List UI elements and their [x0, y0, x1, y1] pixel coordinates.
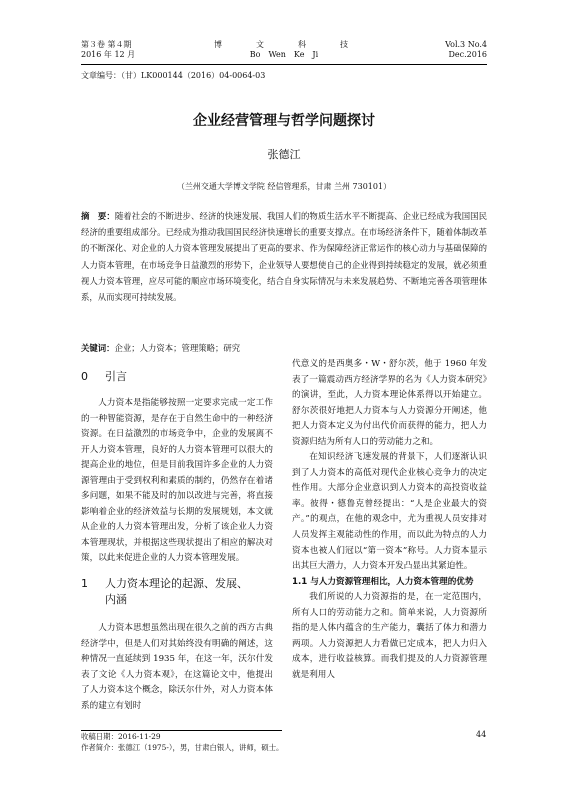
- left-column: [81, 357, 273, 714]
- abstract: [81, 208, 487, 305]
- section-title-0: 引言: [105, 370, 127, 383]
- section-number-0: 0: [81, 370, 88, 383]
- paragraph: 人力资本是指能够按照一定要求完成一定工作的一种智能资源，是存在于自然生命中的一种经济资源。在日益激烈的市场竞争中，企业的发展离不开人力资本管理，良好的人力资本管理可以很大的提高企业的地位，但是目前我国许多企业的人力资源管理由于受到权利和素质的制约，仍然存在着诸多问题，如果不能及时的加以改进与完善，将直接影响着企业的经济效益与长期的发展规划，本文就从企业的人力资本管理出发，分析了该企业人力资本管理现状，并根据这些现状提出了相应的解决对策，以此来促进企业的人力资本管理发展。: [81, 398, 273, 564]
- right-column: [292, 357, 487, 683]
- subsection-heading-1-1: 1.1 与人力资源管理相比，人力资本管理的优势: [292, 576, 474, 587]
- section-heading-1: [81, 576, 273, 608]
- header-right: [445, 40, 487, 60]
- header-date: 2016 年 12 月: [81, 50, 136, 59]
- header-date-en: Dec.2016: [448, 50, 487, 59]
- section-title-1b: 内涵: [105, 593, 127, 607]
- article-number: 文章编号：（甘）LK000144（2016）04-0064-03: [81, 71, 266, 80]
- footnote-author-bio: 作者简介：张德江（1975-），男，甘肃白银人，讲师，硕士。: [81, 743, 284, 752]
- paragraph: 代意义的是西奥多・W・舒尔茨，他于 1960 年发表了一篇震动西方经济学界的名为《人力资本研究》的演讲，至此，人力资本理论体系得以开始建立。舒尔茨很好地把人力资本与人力资源分开阐述，他把人力资本定义为付出代价而获得的能力，把人力资源归结为所有人口的劳动能力之和。: [292, 359, 487, 447]
- header-left: [81, 40, 135, 60]
- header-journal-pinyin: Bo Wen Ke Ji: [249, 50, 319, 59]
- section-heading-0: [81, 369, 273, 385]
- footnote-received: 收稿日期：2016-11-29: [81, 732, 161, 741]
- page-number: 44: [476, 730, 487, 739]
- header-journal-cn: 博 文 科 技: [214, 40, 354, 49]
- abstract-text: 随着社会的不断进步、经济的快速发展、我国人们的物质生活水平不断提高、企业已经成为我国国民经济的重要组成部分。已经成为推动我国国民经济快速增长的重要支撑点。在市场经济条件下，随着体制改革的不断深化、对企业的人力资本管理发展提出了更高的要求、作为保障经济正常运作的核心动力与基础保障的人力资本管理，在市场竞争日益激烈的形势下，企业领导人要想使自己的企业得到持续稳定的发展，就必须重视人力资本管理，应尽可能的顺应市场环境变化，结合自身实际情况与未来发展趋势、不断地完善各项管理体系，从而实现可持续发展。: [81, 211, 487, 303]
- running-header: [81, 39, 487, 65]
- paragraph: 在知识经济飞速发展的背景下，人们逐渐认识到了人力资本的高低对现代企业核心竞争力的决定性作用。大部分企业意识到人力资本的高投资收益率。彼得・德鲁克曾经提出：“人是企业最大的资产。”的观点，在他的观念中，尤为重视人员安排对人员发挥主观能动性的作用，而以此为特点的人力资本也被人们冠以“第一资本”称号。人力资本显示出其巨大潜力，人力资本开发凸显出其紧迫性。: [292, 452, 487, 572]
- keywords-label: 关键词：: [81, 343, 115, 353]
- paragraph: 我们所说的人力资源指的是，在一定范围内，所有人口的劳动能力之和。简单来说，人力资源所指的是人体内蕴含的生产能力，囊括了体力和潜力两项。人力资源把人力看做已定成本，把人力归入成本，进行收益核算。而我们提及的人力资源管理就是利用人: [292, 592, 487, 680]
- paragraph: 人力资本思想虽然出现在很久之前的西方古典经济学中，但是人们对其始终没有明确的阐述，这种情况一直延续到 1935 年，在这一年，沃尔什发表了文论《人力资本观》，在这篇论文中，他提出了人力资本这个概念，除沃尔什外，对人力资本体系的建立有划时: [81, 623, 273, 711]
- header-volume-en: Vol.3 No.4: [445, 40, 487, 49]
- footnote: [81, 731, 283, 753]
- header-center: [214, 40, 354, 60]
- paper-title: 企业经营管理与哲学问题探讨: [193, 113, 375, 129]
- section-number-1: 1: [81, 577, 88, 591]
- paper-author: 张德江: [267, 148, 301, 161]
- header-rule: [81, 64, 487, 65]
- author-affiliation: （兰州交通大学博文学院 经信管理系，甘肃 兰州 730101）: [176, 182, 392, 191]
- abstract-label: 摘 要：: [81, 211, 115, 221]
- keywords-text: 企业；人力资本；管理策略；研究: [114, 343, 241, 353]
- keywords: [81, 341, 487, 355]
- header-volume: 第３卷 第４期: [81, 40, 132, 49]
- section-title-1a: 人力资本理论的起源、发展、: [105, 577, 248, 591]
